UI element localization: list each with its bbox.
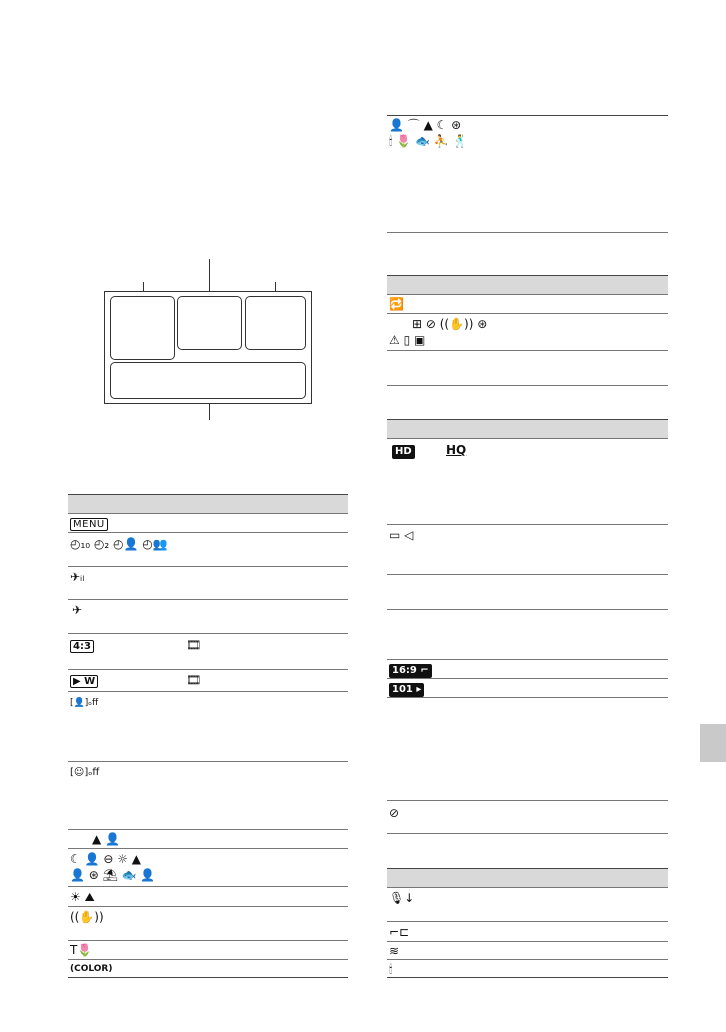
table-bottom-rule xyxy=(68,977,348,978)
row-divider xyxy=(68,761,348,762)
row-divider xyxy=(387,313,668,314)
loop-icon: 🔁 xyxy=(389,297,404,311)
row-divider xyxy=(68,886,348,887)
row-divider xyxy=(387,659,668,660)
right-table-header-2 xyxy=(387,419,668,439)
section-side-tab xyxy=(700,724,726,762)
wide-mode-icon: ⌐⊏ xyxy=(389,925,410,939)
leader-line-bottom xyxy=(209,402,210,420)
film-strip-icon: 🎞 xyxy=(186,673,202,687)
hq-quality-icon: HQ xyxy=(446,443,467,457)
face-detection-off-icon: [👤]ₒff xyxy=(70,698,99,708)
white-balance-icons: ☀ ⛰ xyxy=(70,890,95,904)
row-divider xyxy=(68,848,348,849)
warning-icons-row1: ⊞ ⊘ ((✋)) ⊛ xyxy=(412,317,488,331)
media-icons: ▭ ◁ xyxy=(389,528,414,542)
row-divider xyxy=(387,800,668,801)
row-divider xyxy=(387,941,668,942)
left-table-header xyxy=(68,494,348,514)
candle-icon: 🕯 xyxy=(389,962,393,976)
wide-conversion-icons: ▶ W xyxy=(70,673,98,688)
row-divider xyxy=(387,959,668,960)
smile-shutter-off-icon: [☺]ₒff xyxy=(70,767,100,778)
color-slow-shutter-icon: (COLOR) xyxy=(70,964,113,974)
row-divider xyxy=(387,574,668,575)
row-divider xyxy=(68,940,348,941)
row-divider xyxy=(387,232,668,233)
row-divider xyxy=(387,921,668,922)
menu-key-icon: MENU xyxy=(70,516,108,532)
gps-signal-icon: ✈ᵢₗ xyxy=(70,570,85,584)
flash-off-icon: ⊘ xyxy=(389,806,400,820)
row-divider xyxy=(68,691,348,692)
leader-line-top-center xyxy=(209,259,210,295)
airplane-mode-icon: ✈ xyxy=(72,603,83,617)
aspect-4-3-icon: 4:3 xyxy=(70,638,94,653)
hd-quality-icon: HD xyxy=(392,443,415,459)
row-divider xyxy=(387,524,668,525)
row-divider xyxy=(387,833,668,834)
aspect-16-9-icon: 16:9 ⌐ xyxy=(389,662,432,678)
mic-level-low-icon: 🎙↓ xyxy=(389,891,415,905)
scene-auto-icons: ▲ 👤 xyxy=(92,832,120,846)
row-divider xyxy=(387,678,668,679)
row-divider xyxy=(387,385,668,386)
film-strip-icon: 🎞 xyxy=(186,638,202,652)
table-bottom-rule xyxy=(387,977,668,978)
row-divider xyxy=(68,566,348,567)
area-top-center xyxy=(177,296,242,350)
tele-macro-icon: T🌷 xyxy=(70,943,93,957)
row-divider xyxy=(387,350,668,351)
right-table-header-1 xyxy=(387,275,668,295)
scene-selection-icons-row2: 👤 ⊛ ⛱ 🐟 👤 xyxy=(70,868,156,882)
row-divider xyxy=(68,532,348,533)
folder-101-icon: 101 ▸ xyxy=(389,681,424,697)
row-divider xyxy=(68,669,348,670)
row-divider xyxy=(68,906,348,907)
row-divider xyxy=(68,959,348,960)
row-divider xyxy=(387,697,668,698)
row-divider xyxy=(68,633,348,634)
row-divider xyxy=(68,599,348,600)
scene-icons-row2: 🕯 🌷 🐟 ⛹ 🕺 xyxy=(389,134,468,148)
scene-selection-icons-row1: ☾ 👤 ⊖ ☼ ▲ xyxy=(70,852,141,866)
area-top-right xyxy=(245,296,306,350)
steadyshot-off-icon: ((✋)) xyxy=(70,910,104,924)
area-top-left xyxy=(110,296,175,360)
wireless-icon: ≋ xyxy=(389,944,400,958)
area-bottom xyxy=(110,362,306,399)
self-timer-icons: ◴₁₀ ◴₂ ◴👤 ◴👥 xyxy=(70,537,168,551)
row-divider xyxy=(68,829,348,830)
warning-icons-row2: ⚠ ▯ ▣ xyxy=(389,333,426,347)
table-top-rule xyxy=(387,115,668,116)
row-divider xyxy=(387,609,668,610)
scene-icons-row1: 👤 ⌒ ▲ ☾ ⊛ xyxy=(389,118,462,132)
right-table-header-3 xyxy=(387,868,668,888)
